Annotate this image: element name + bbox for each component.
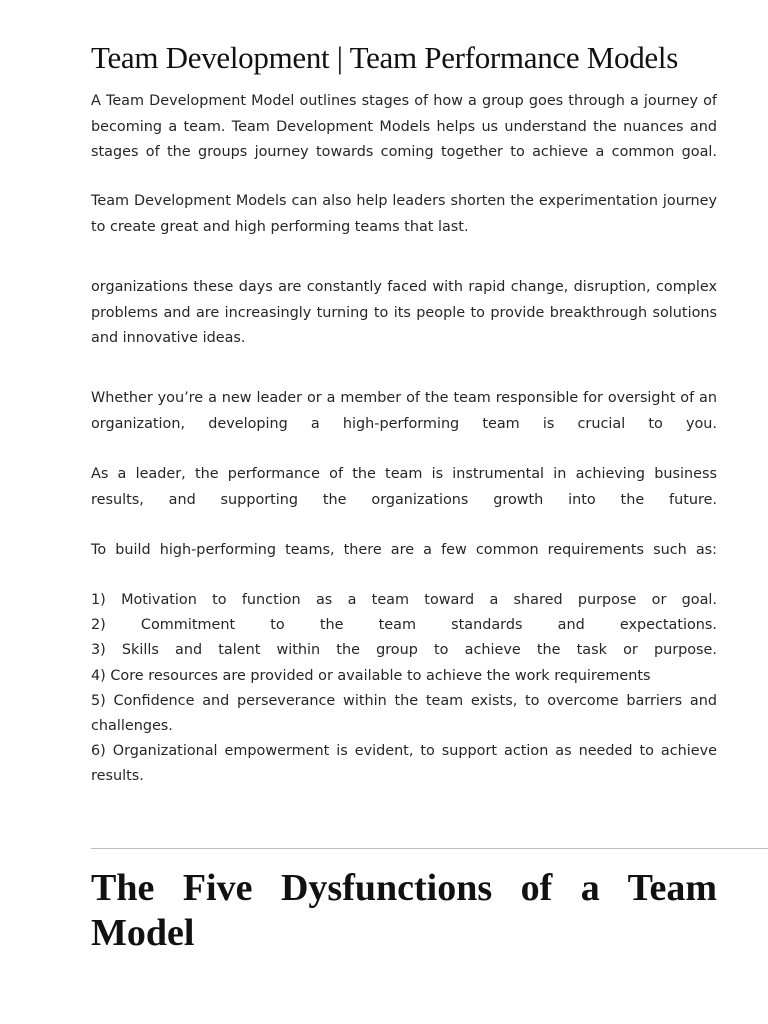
section-divider xyxy=(91,848,768,849)
paragraph-intro: A Team Development Model outlines stages of how a group goes through a journey of becoming a team. Team Development Models helps us understand the nuances and stages of the groups journey towards coming together to achieve a common goal. xyxy=(91,93,717,160)
list-item: 5) Confidence and perseverance within the team exists, to overcome barriers and challenges. xyxy=(91,692,717,735)
section-heading: The Five Dysfunctions of a Team Model xyxy=(91,867,717,954)
paragraph-as-a-leader: As a leader, the performance of the team is instrumental in achieving business results, and supporting the organizations growth into the future. xyxy=(91,466,717,508)
paragraph-requirements-intro: To build high-performing teams, there are a few common requirements such as: xyxy=(91,542,717,558)
page-title: Team Development | Team Performance Models xyxy=(91,40,678,75)
requirements-list xyxy=(91,588,717,790)
list-item: 1) Motivation to function as a team toward a shared purpose or goal. xyxy=(91,592,717,608)
paragraph-leaders: Team Development Models can also help leaders shorten the experimentation journey to create great and high performing teams that last. xyxy=(91,193,717,235)
paragraph-whether: Whether you’re a new leader or a member of the team responsible for oversight of an organization, developing a high-performing team is crucial to you. xyxy=(91,390,717,432)
paragraph-organizations: organizations these days are constantly faced with rapid change, disruption, complex problems and are increasingly turning to its people to provide breakthrough solutions and innovative ideas. xyxy=(91,279,717,346)
list-item: 2) Commitment to the team standards and expectations. xyxy=(91,617,717,634)
list-item: 4) Core resources are provided or available to achieve the work requirements xyxy=(91,667,651,684)
list-item: 3) Skills and talent within the group to achieve the task or purpose. xyxy=(91,642,717,659)
list-item: 6) Organizational empowerment is evident, to support action as needed to achieve results. xyxy=(91,743,717,785)
